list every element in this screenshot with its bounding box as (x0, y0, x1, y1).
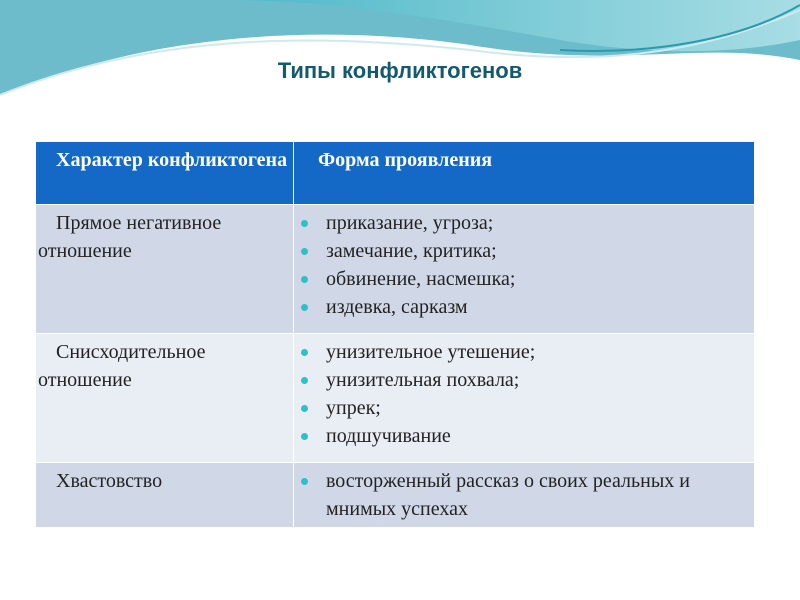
type-cell (36, 334, 294, 463)
wave-decoration (0, 0, 800, 110)
list-item: унизительное утешение; (296, 338, 752, 366)
list-item: упрек; (296, 394, 752, 422)
conflictogen-table (36, 142, 755, 528)
header-text: Форма проявления (318, 149, 493, 171)
header-text: Характер конфликтогена (56, 149, 288, 171)
forms-cell (294, 463, 755, 528)
table-row (36, 205, 755, 334)
type-cell (36, 205, 294, 334)
page-title: Типы конфликтогенов (277, 58, 523, 83)
header-character (36, 142, 294, 205)
table-row (36, 334, 755, 463)
type-text: Снисходительное отношение (38, 341, 206, 391)
forms-cell (294, 205, 755, 334)
list-item: подшучивание (296, 422, 752, 450)
type-text: Прямое негативное отношение (38, 212, 222, 262)
forms-cell (294, 334, 755, 463)
list-item: приказание, угроза; (296, 209, 752, 237)
header-form (294, 142, 755, 205)
list-item: восторженный рассказ о своих реальных и мнимых успехах (296, 467, 752, 523)
list-item: унизительная похвала; (296, 366, 752, 394)
list-item: обвинение, насмешка; (296, 265, 752, 293)
type-cell (36, 463, 294, 528)
type-text: Хвастовство (56, 470, 163, 492)
table-header-row (36, 142, 755, 205)
table-row (36, 463, 755, 528)
list-item: издевка, сарказм (296, 293, 752, 321)
list-item: замечание, критика; (296, 237, 752, 265)
